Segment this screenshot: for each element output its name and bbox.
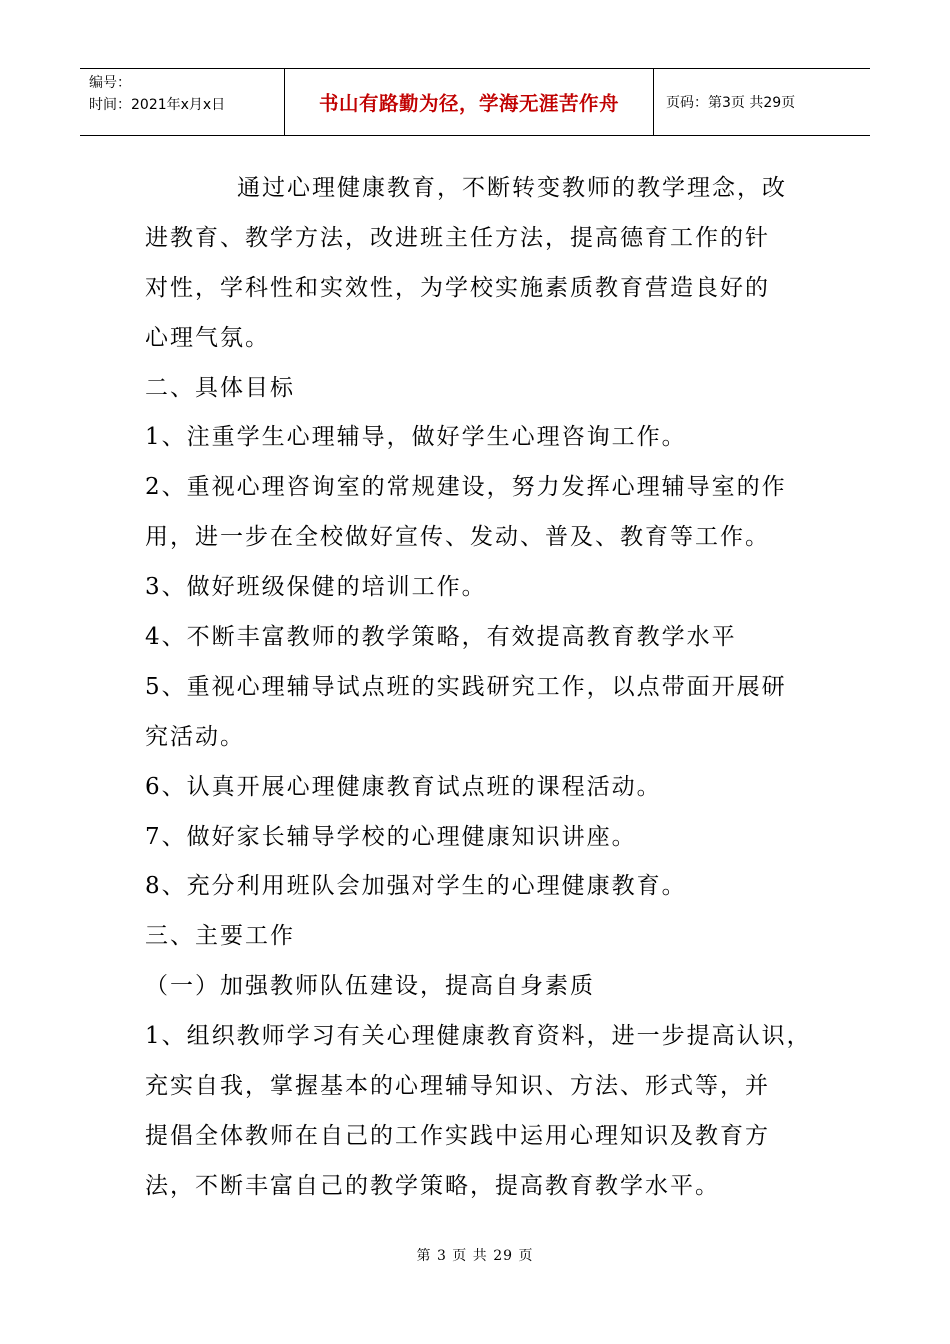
list-item: 1、注重学生心理辅导，做好学生心理咨询工作。 xyxy=(145,424,687,451)
section-heading: 二、具体目标 xyxy=(145,374,295,401)
header-motto: 书山有路勤为径，学海无涯苦作舟 xyxy=(284,69,654,135)
section-heading: 三、主要工作 xyxy=(145,923,295,950)
list-item: 6、认真开展心理健康教育试点班的课程活动。 xyxy=(145,773,662,800)
list-item-continuation: 充实自我，掌握基本的心理辅导知识、方法、形式等，并 xyxy=(145,1073,770,1100)
list-item: 8、充分利用班队会加强对学生的心理健康教育。 xyxy=(145,873,687,900)
list-item: 5、重视心理辅导试点班的实践研究工作，以点带面开展研 xyxy=(145,673,787,700)
paragraph-line: 心理气氛。 xyxy=(145,324,270,351)
document-body xyxy=(145,164,825,1212)
list-item: 1、组织教师学习有关心理健康教育资料，进一步提高认识， xyxy=(145,1023,812,1050)
list-item: 7、做好家长辅导学校的心理健康知识讲座。 xyxy=(145,823,637,850)
list-item-continuation: 法，不断丰富自己的教学策略，提高教育教学水平。 xyxy=(145,1172,720,1199)
paragraph-line: 通过心理健康教育，不断转变教师的教学理念，改 xyxy=(237,175,787,201)
paragraph-line: 进教育、教学方法，改进班主任方法，提高德育工作的针 xyxy=(145,224,770,251)
list-item: 2、重视心理咨询室的常规建设，努力发挥心理辅导室的作 xyxy=(145,474,787,501)
list-item-continuation: 用，进一步在全校做好宣传、发动、普及、教育等工作。 xyxy=(145,524,770,551)
subsection-heading: （一）加强教师队伍建设，提高自身素质 xyxy=(145,973,595,1000)
paragraph-line: 对性，学科性和实效性，为学校实施素质教育营造良好的 xyxy=(145,274,770,301)
list-item: 4、不断丰富教师的教学策略，有效提高教育教学水平 xyxy=(145,624,737,651)
list-item: 3、做好班级保健的培训工作。 xyxy=(145,574,487,601)
page-footer: 第 3 页 共 29 页 xyxy=(416,1248,534,1264)
header-meta xyxy=(80,69,284,135)
document-time: 时间：2021年x月x日 xyxy=(89,97,226,113)
header-page-code: 页码：第3页 共29页 xyxy=(666,95,796,111)
list-item-continuation: 究活动。 xyxy=(145,723,245,750)
document-number-label: 编号： xyxy=(89,75,131,91)
list-item-continuation: 提倡全体教师在自己的工作实践中运用心理知识及教育方 xyxy=(145,1122,770,1149)
page-header xyxy=(80,68,870,136)
